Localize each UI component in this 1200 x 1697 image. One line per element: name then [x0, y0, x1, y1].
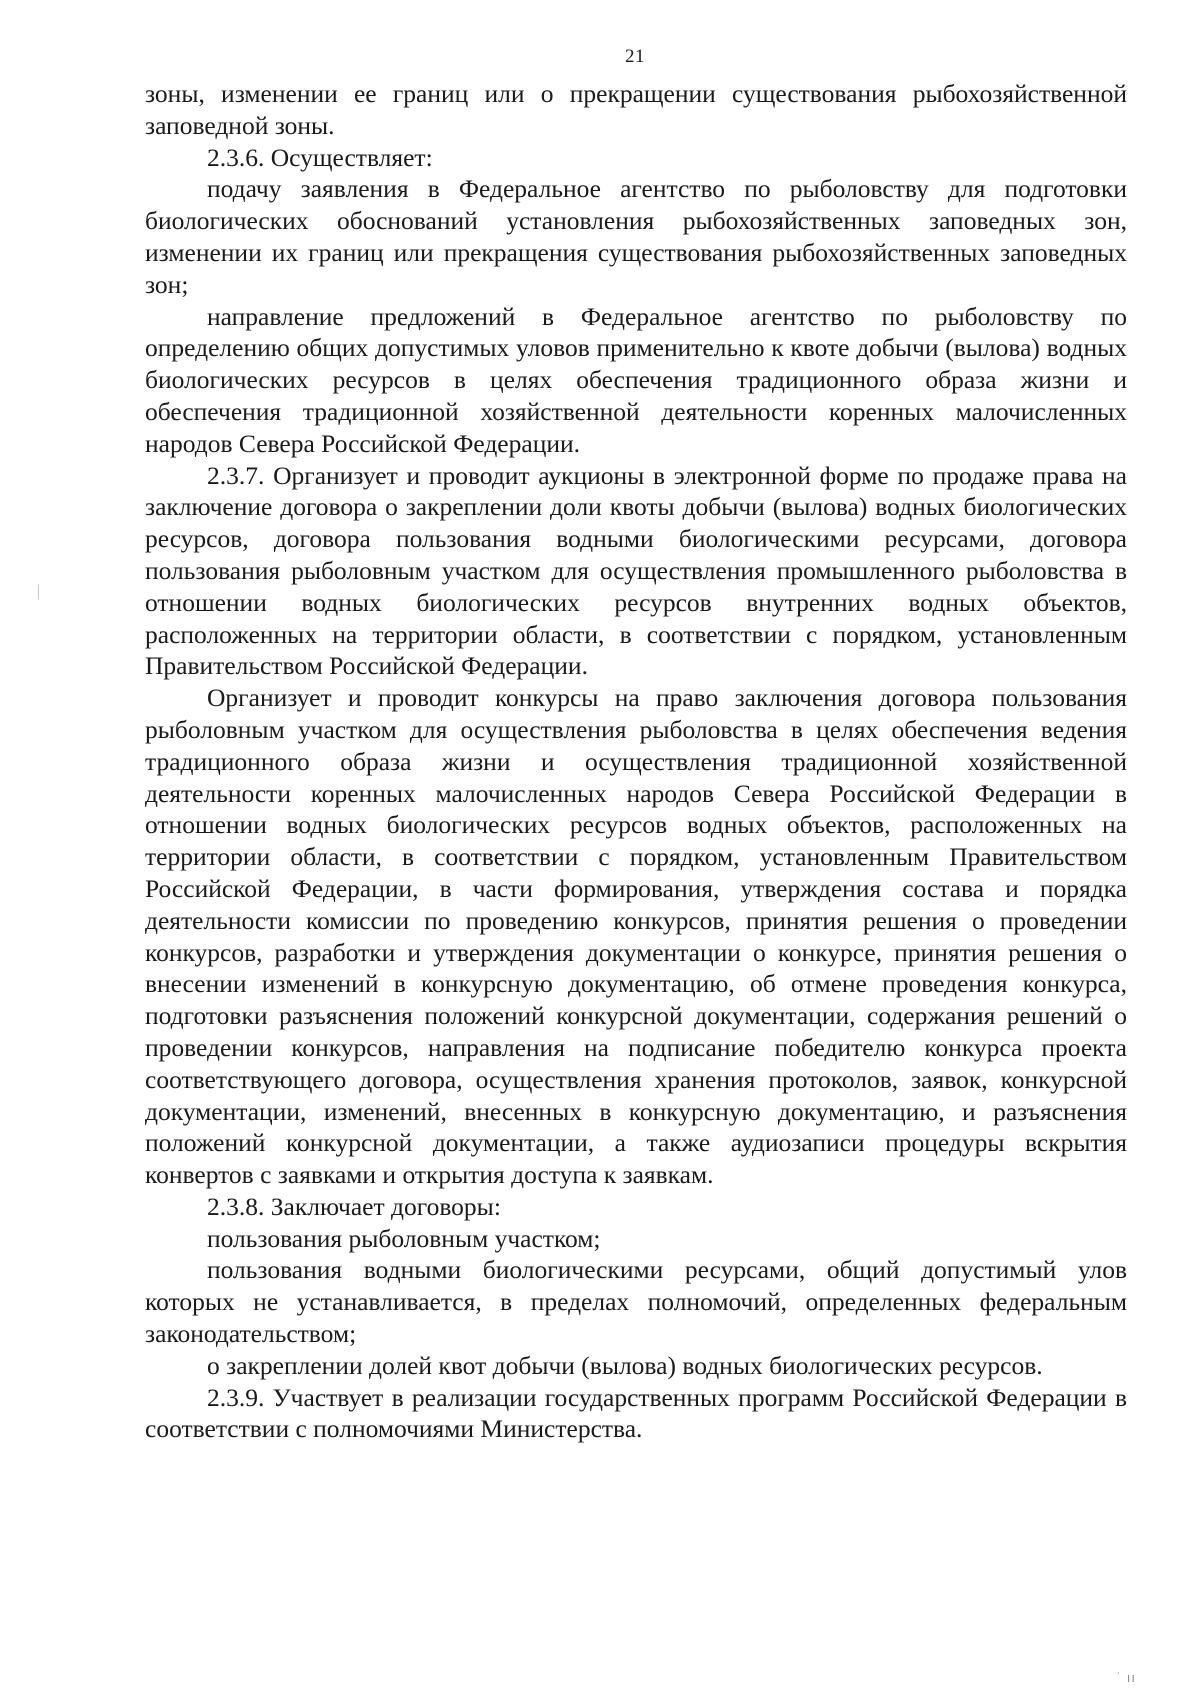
document-body	[145, 78, 1127, 1445]
corner-scan-mark: ˙ ıı	[1116, 1670, 1136, 1685]
paragraph-2-3-8-heading: 2.3.8. Заключает договоры:	[207, 1191, 501, 1221]
scan-artifact	[38, 585, 39, 599]
paragraph-2-3-7-auctions: 2.3.7. Организует и проводит аукционы в электронной форме по продаже права на заключение договора о закреплении доли квоты добычи (вылова) водных биологических ресурсов, договора пользования водными биологическими ресурсами, договора пользования рыболовным участком для осуществления промышленного рыболовства в отношении водных биологических ресурсов внутренних водных объектов, расположенных на территории области, в соответствии с порядком, установленным Правительством Российской Федерации.	[145, 460, 1127, 681]
paragraph-bioresource-use: пользования водными биологическими ресурсами, общий допустимый улов которых не устанавливается, в пределах полномочий, определенных федеральным законодательством;	[145, 1255, 1127, 1349]
page-number: 21	[625, 46, 645, 67]
paragraph-2-3-6-heading: 2.3.6. Осуществляет:	[207, 142, 433, 172]
paragraph-continuation: зоны, изменении ее границ или о прекращении существования рыбохозяйственной заповедной зоны.	[145, 79, 1127, 140]
paragraph-application-submission: подачу заявления в Федеральное агентство по рыболовству для подготовки биологических обоснований установления рыбохозяйственных заповедных зон, изменении их границ или прекращения существования рыбохозяйственных заповедных зон;	[145, 174, 1127, 299]
paragraph-fishing-site-use: пользования рыболовным участком;	[207, 1223, 601, 1253]
paragraph-proposals-direction: направление предложений в Федеральное агентство по рыболовству по определению общих допустимых уловов применительно к квоте добычи (вылова) водных биологических ресурсов в целях обеспечения традиционного образа жизни и обеспечения традиционной хозяйственной деятельности коренных малочисленных народов Севера Российской Федерации.	[145, 301, 1127, 458]
paragraph-quota-shares: о закреплении долей квот добычи (вылова) водных биологических ресурсов.	[207, 1350, 1043, 1380]
paragraph-contests: Организует и проводит конкурсы на право заключения договора пользования рыболовным участком для осуществления рыболовства в целях обеспечения ведения традиционного образа жизни и осуществления традиционной хозяйственной деятельности коренных малочисленных народов Севера Российской Федерации в отношении водных биологических ресурсов водных объектов, расположенных на территории области, в соответствии с порядком, установленным Правительством Российской Федерации, в части формирования, утверждения состава и порядка деятельности комиссии по проведению конкурсов, принятия решения о проведении конкурсов, разработки и утверждения документации о конкурсе, принятия решения о внесении изменений в конкурсную документацию, об отмене проведения конкурса, подготовки разъяснения положений конкурсной документации, содержания решений о проведении конкурсов, направления на подписание победителю конкурса проекта соответствующего договора, осуществления хранения протоколов, заявок, конкурсной документации, изменений, внесенных в конкурсную документацию, и разъяснения положений конкурсной документации, а также аудиозаписи процедуры вскрытия конвертов с заявками и открытия доступа к заявкам.	[145, 683, 1127, 1190]
paragraph-2-3-9-programs: 2.3.9. Участвует в реализации государственных программ Российской Федерации в соответствии с полномочиями Министерства.	[145, 1382, 1127, 1444]
